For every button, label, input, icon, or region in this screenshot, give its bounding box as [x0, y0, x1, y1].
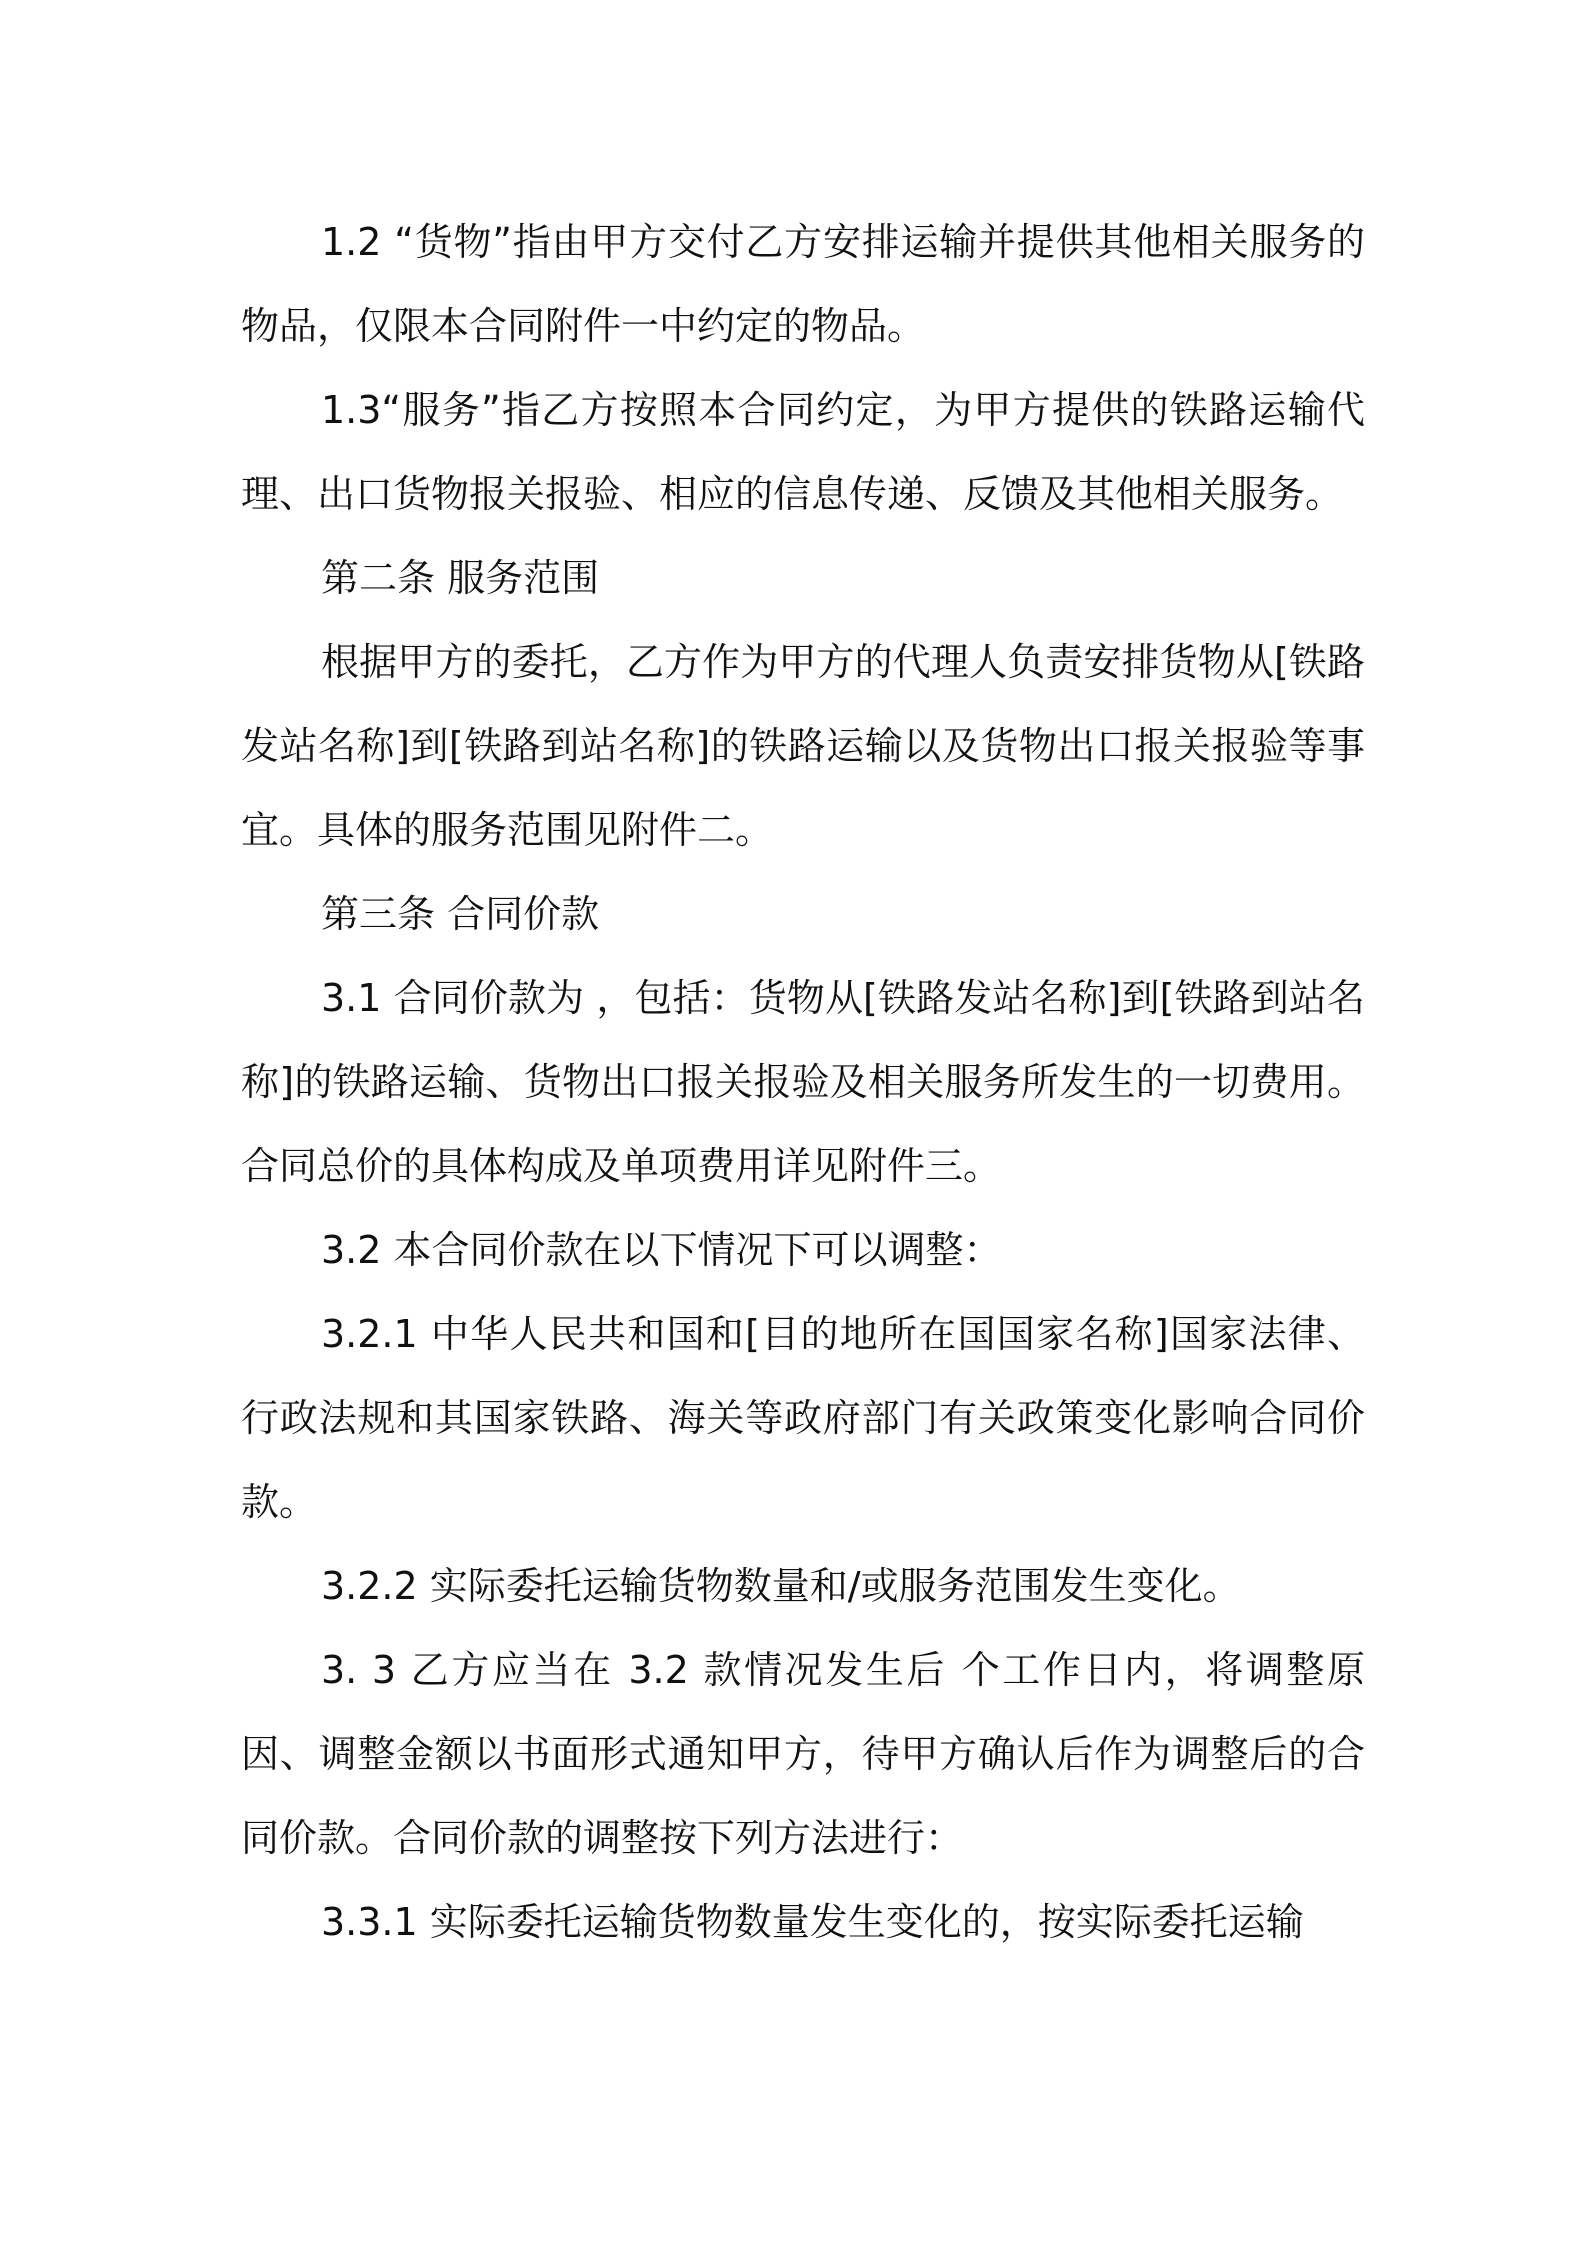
- article-2-service-scope: 根据甲方的委托，乙方作为甲方的代理人负责安排货物从[铁路发站名称]到[铁路到站名称]的铁路运输以及货物出口报关报验等事宜。具体的服务范围见附件二。: [241, 640, 1365, 852]
- clause-3-2-1-policy-change: 3.2.1 中华人民共和国和[目的地所在国国家名称]国家法律、行政法规和其国家铁路、海关等政府部门有关政策变化影响合同价款。: [241, 1312, 1365, 1524]
- contract-body: [241, 200, 1365, 1964]
- clause-3-3-1-quantity-adjustment: 3.3.1 实际委托运输货物数量发生变化的，按实际委托运输: [321, 1900, 1304, 1944]
- clause-3-2-price-adjustment: 3.2 本合同价款在以下情况下可以调整：: [321, 1228, 1002, 1272]
- article-3-heading: 第三条 合同价款: [321, 892, 600, 936]
- article-2-heading: 第二条 服务范围: [321, 556, 600, 600]
- clause-1-3-services-definition: 1.3“服务”指乙方按照本合同约定，为甲方提供的铁路运输代理、出口货物报关报验、相应的信息传递、反馈及其他相关服务。: [241, 388, 1365, 516]
- clause-1-2-goods-definition: 1.2 “货物”指由甲方交付乙方安排运输并提供其他相关服务的物品，仅限本合同附件一中约定的物品。: [241, 220, 1365, 348]
- clause-3-1-contract-price: 3.1 合同价款为 ，包括：货物从[铁路发站名称]到[铁路到站名称]的铁路运输、货物出口报关报验及相关服务所发生的一切费用。合同总价的具体构成及单项费用详见附件三。: [241, 976, 1365, 1188]
- clause-3-2-2-quantity-change: 3.2.2 实际委托运输货物数量和/或服务范围发生变化。: [321, 1564, 1241, 1608]
- clause-3-3-notification: 3. 3 乙方应当在 3.2 款情况发生后 个工作日内，将调整原因、调整金额以书面形式通知甲方，待甲方确认后作为调整后的合同价款。合同价款的调整按下列方法进行：: [241, 1648, 1365, 1860]
